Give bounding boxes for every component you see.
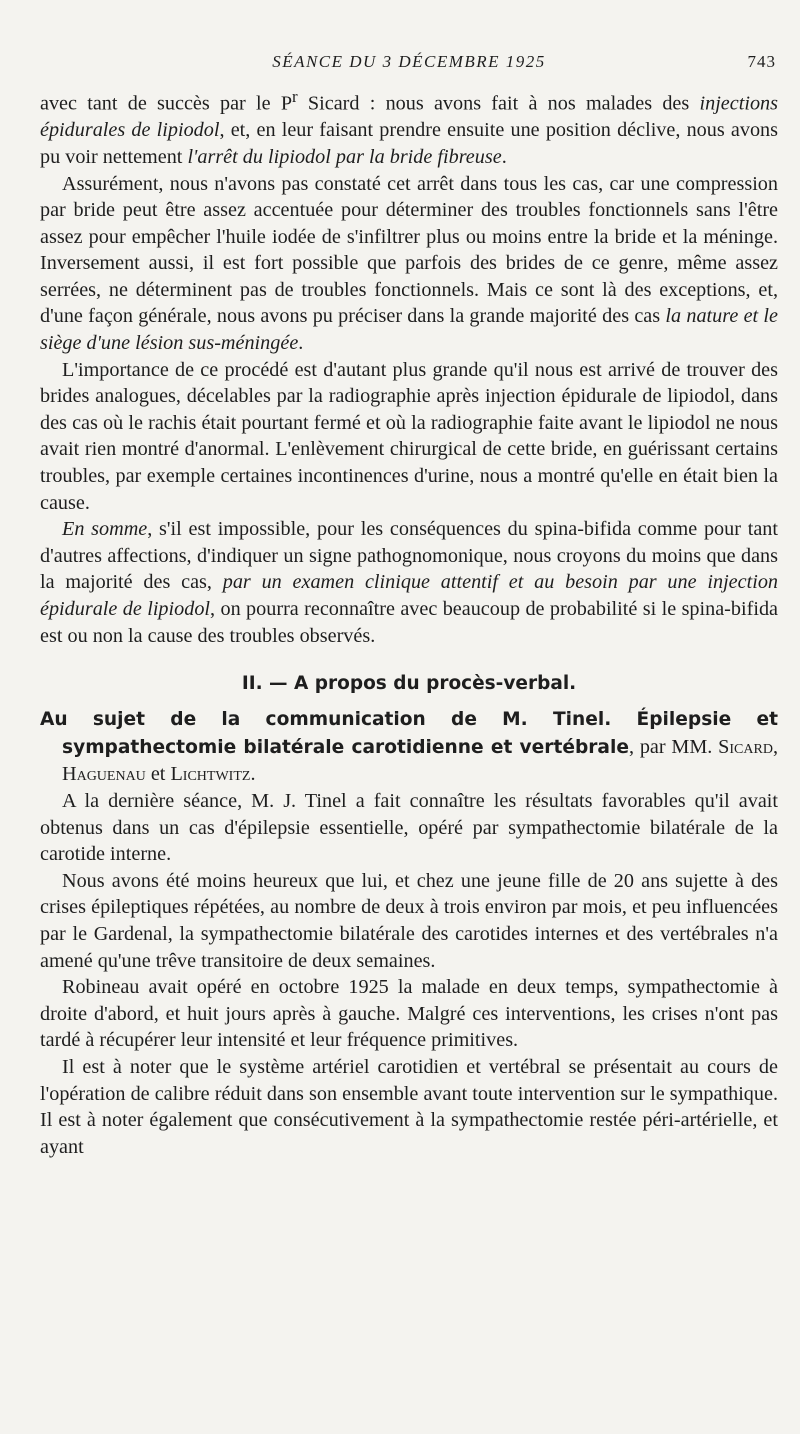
text-run: , et, en leur faisant prendre ensuite une position déclive, nous avons pu voir nettement [40, 119, 779, 168]
text-run: Assurément, nous n'avons pas constaté cet arrêt dans tous les cas, car une compression par bride peut être assez accentuée pour déterminer des troubles fonctionnels sans l'être assez pour empêcher l'huile iodée de s'infiltrer plus ou moins entre la bride et la méninge. Inversement aussi, il est fort possible que parfois des brides de ce genre, même assez serrées, ne déterminent pas de troubles fonctionnels. Mais ce sont là des exceptions, et, d'une façon générale, nous avons pu préciser dans la grande majorité des cas [40, 172, 778, 328]
page-header [40, 52, 778, 84]
text-run: . [298, 332, 304, 355]
text-run: Robineau avait opéré en octobre 1925 la malade en deux temps, sympathectomie à droite d'abord, et huit jours après à gauche. Malgré ces interventions, les crises n'ont pas tardé à récupérer leur intensité et leur fréquence primitives. [40, 976, 778, 1052]
text-run: , on pourra reconnaître avec beaucoup de probabilité si le spina-bifida est ou non la cause des troubles observés. [40, 598, 778, 647]
section-heading: II. — A propos du procès-verbal. [241, 673, 577, 695]
emphasis: En somme [62, 518, 148, 541]
emphasis: la nature et le siège d'une lésion sus-méningée [40, 305, 778, 355]
subject-heading [40, 706, 778, 788]
author-name: Lichtwitz [170, 763, 251, 786]
paragraph-5 [40, 788, 778, 868]
text-run: Nous avons été moins heureux que lui, et chez une jeune fille de 20 ans sujette à des crises épileptiques répétées, au nombre de deux à trois environ par mois, et peu influencées par le Gardenal, la sympathectomie bilatérale des carotides internes et des vertébrales n'a amené qu'une trêve transitoire de deux semaines. [40, 869, 778, 972]
author-name: Haguenau [62, 763, 146, 786]
paragraph-7 [40, 974, 778, 1054]
paragraph-2 [40, 171, 778, 357]
emphasis: par un examen clinique attentif et au besoin par une injection épidurale de lipiodol [40, 571, 779, 621]
text-run: . [250, 763, 256, 786]
text-run: avec tant de succès par le P [40, 92, 293, 115]
text-run: A la dernière séance, M. J. Tinel a fait connaître les résultats favorables qu'il avait obtenus dans un cas d'épilepsie essentielle, opéré par sympathectomie bilatérale de la carotide interne. [40, 789, 778, 866]
running-head: SÉANCE DU 3 DÉCEMBRE 1925 [272, 52, 546, 71]
text-run: Sicard : nous avons fait à nos malades des [297, 92, 700, 115]
paragraph-8 [40, 1054, 778, 1160]
superscript: r [292, 87, 298, 106]
paragraph-6 [40, 868, 778, 974]
subject-title: Au sujet de la communication de M. Tinel. Épilepsie et sympathectomie bilatérale carotidienne et vertébrale [40, 709, 778, 758]
paragraph-3 [40, 357, 778, 517]
page-number: 743 [747, 52, 776, 71]
paragraph-4 [40, 516, 778, 649]
text-run: Il est à noter que le système artériel carotidien et vertébral se présentait au cours de l'opération de calibre réduit dans son ensemble avant toute intervention sur le sympathique. Il est à noter également que consécutivement à la sympathectomie restée péri-artérielle, et ayant [40, 1055, 778, 1158]
text-run: et [145, 763, 171, 786]
text-run: L'importance de ce procédé est d'autant plus grande qu'il nous est arrivé de trouver des brides analogues, décelables par la radiographie après injection épidurale de lipiodol, dans des cas où le rachis était pourtant fermé et où la radiographie faite avant le lipiodol ne nous avait rien montré d'anormal. L'enlèvement chirurgical de cette bride, en guérissant certains troubles, par exemple certaines incontinences d'urine, nous a montré qu'elle en était bien la cause. [40, 358, 778, 514]
emphasis: injections épidurales de lipiodol [40, 92, 778, 142]
emphasis: l'arrêt du lipiodol par la bride fibreuse [187, 145, 502, 168]
text-run: , [772, 735, 778, 758]
text-run: . [501, 145, 507, 168]
text-run: , par MM. [628, 735, 719, 758]
author-name: Sicard [718, 735, 773, 758]
text-run: , s'il est impossible, pour les conséquences du spina-bifida comme pour tant d'autres affections, d'indiquer un signe pathognomonique, nous croyons du moins que dans la majorité des cas, [40, 518, 778, 594]
paragraph-1 [40, 84, 778, 171]
